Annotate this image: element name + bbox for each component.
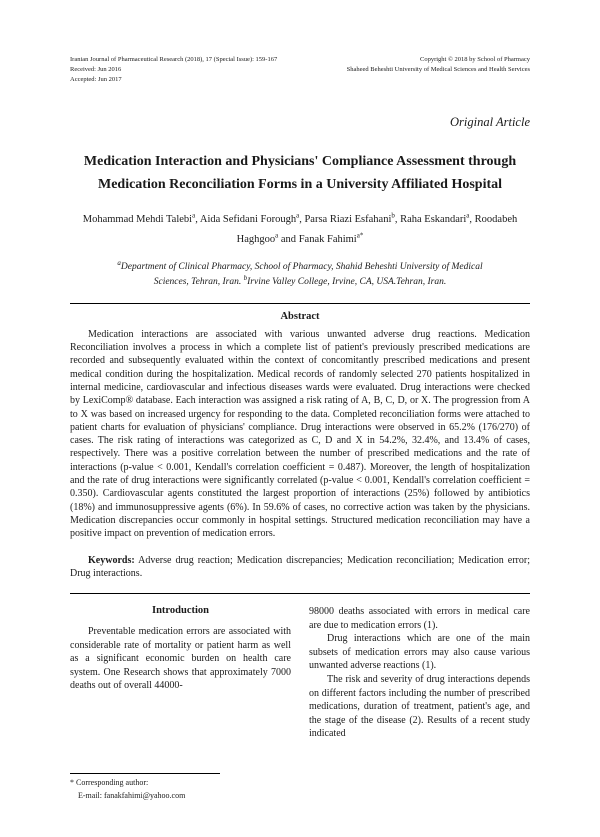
right-column xyxy=(309,605,530,741)
affiliation-mark: b xyxy=(243,273,248,282)
affiliation-text: Department of Clinical Pharmacy, School of Pharmacy, Shahid Beheshti University of Medical Sciences, Tehran, Iran. xyxy=(120,262,483,287)
journal-header-right xyxy=(347,55,530,75)
body-columns xyxy=(70,605,530,741)
corresponding-author-footnote xyxy=(70,773,220,803)
article-type-label: Original Article xyxy=(450,115,530,130)
corresponding-author-label: * Corresponding author: xyxy=(70,778,149,788)
abstract-bottom-rule xyxy=(70,593,530,594)
left-column xyxy=(70,605,291,741)
author-name: Parsa Riazi Esfahani xyxy=(304,214,392,226)
intro-paragraph-1: Preventable medication errors are associated with considerable rate of mortality or patient harm as well as a significant economic burden on health care system. One Research shows that approximately 7000 deaths out of overall 44000- xyxy=(70,626,291,692)
affiliations-line xyxy=(100,260,500,289)
authors-line: Mohammad Mehdi Talebi$^a$, Aida Sefidani Forough$^a$, Parsa Riazi Esfahani$^b$, Raha Eskandari$^a$, Roodabeh Haghgoo$^a$ and Fanak Fahimi$^{a*}$ xyxy=(82,211,518,246)
author-affiliation-mark: a* xyxy=(356,231,364,240)
corresponding-author-email: E-mail: fanakfahimi@yahoo.com xyxy=(78,791,186,801)
abstract-paragraph: Medication interactions are associated with various unwanted adverse drug reactions. Medication Reconciliation involves a process in which a complete list of patient's previously prescribed medications are recorded and subsequently evaluated within the context of concomitantly prescribed medications and present medical condition during the hospitalization. Medical records of randomly selected 270 patients hospitalized in internal medicine, cardiovascular and infectious diseases wards were evaluated. Drug interactions were checked by LexiComp® database. Each interaction was assigned a risk rating of A, B, C, D, or X. The progression from A to X was based on increased urgency for responding to the data. Completed reconciliation forms were attached to patient charts for evaluation of physicians' compliance. Drug interactions were observed in 65.2% (176/270) of cases. The risk rating of interactions was categorized as C, D and X in 54.2%, 32.4%, and 13.4% of cases, respectively. There was a positive correlation between the number of prescribed medications and the rate of interactions (p-value < 0.001, Kendall's correlation coefficient = 0.487). Moreover, the length of hospitalization and the rate of drug interactions were significantly correlated (p-value < 0.001, Kendall's correlation coefficient = 0.350). Cardiovascular agents constituted the largest proportion of interactions (25%) followed by antibiotics (18%) and immunosuppressive agents (6%). In 59.6% of cases, no corrective action was taken by the physicians. Medication discrepancies occur commonly in hospital settings. Structured medication reconciliation may have a positive impact on prevention of medication errors. xyxy=(70,328,530,540)
author-affiliation-mark: a xyxy=(192,211,196,220)
author-name: Fanak Fahimi xyxy=(298,234,357,246)
intro-paragraph-3: The risk and severity of drug interactions depends on different factors including the number of prescribed medications, duration of treatment, patient's age, and the stage of the disease (2). Results of a recent study indicated xyxy=(309,674,530,740)
author-name: Raha Eskandari xyxy=(400,214,467,226)
abstract-top-rule xyxy=(70,303,530,304)
introduction-heading: Introduction xyxy=(152,605,209,617)
author-affiliation-mark: a xyxy=(466,211,470,220)
intro-paragraph-continuation: 98000 deaths associated with errors in medical care are due to medication errors (1). xyxy=(309,606,530,631)
abstract-section xyxy=(70,303,530,594)
journal-header xyxy=(70,55,530,85)
copyright-line: Copyright © 2018 by School of Pharmacy xyxy=(419,56,530,63)
received-date: Received: Jun 2016 xyxy=(70,66,122,74)
publisher-line: Shaheed Beheshti University of Medical Sciences and Health Services xyxy=(346,66,530,74)
affiliation-mark: a xyxy=(117,259,121,268)
keywords-line xyxy=(70,554,530,581)
keywords-text: Adverse drug reaction; Medication discrepancies; Medication reconciliation; Medication error; Drug interactions. xyxy=(70,554,530,579)
journal-citation-line: Iranian Journal of Pharmaceutical Research (2018), 17 (Special Issue): 159-167 xyxy=(70,56,278,63)
intro-paragraph-2: Drug interactions which are one of the main subsets of medication errors may also cause various unwanted adverse reactions (1). xyxy=(309,633,530,672)
author-affiliation-mark: b xyxy=(391,211,395,220)
author-affiliation-mark: a xyxy=(296,211,300,220)
keywords-label: Keywords: xyxy=(88,554,135,566)
author-name: Roodabeh Haghgoo xyxy=(236,214,518,246)
author-name: Mohammad Mehdi Talebi xyxy=(82,214,193,226)
affiliation-text: Irvine Valley College, Irvine, CA, USA.Tehran, Iran. xyxy=(247,276,447,287)
article-title: Medication Interaction and Physicians' Compliance Assessment through Medication Reconciliation Forms in a University Affiliated Hospital xyxy=(83,154,517,193)
journal-header-left xyxy=(70,55,277,85)
footnote-rule xyxy=(70,773,220,774)
author-affiliation-mark: a xyxy=(275,231,279,240)
accepted-date: Accepted: Jun 2017 xyxy=(70,76,122,84)
abstract-heading: Abstract xyxy=(280,310,320,322)
author-name: Aida Sefidani Forough xyxy=(199,214,297,226)
